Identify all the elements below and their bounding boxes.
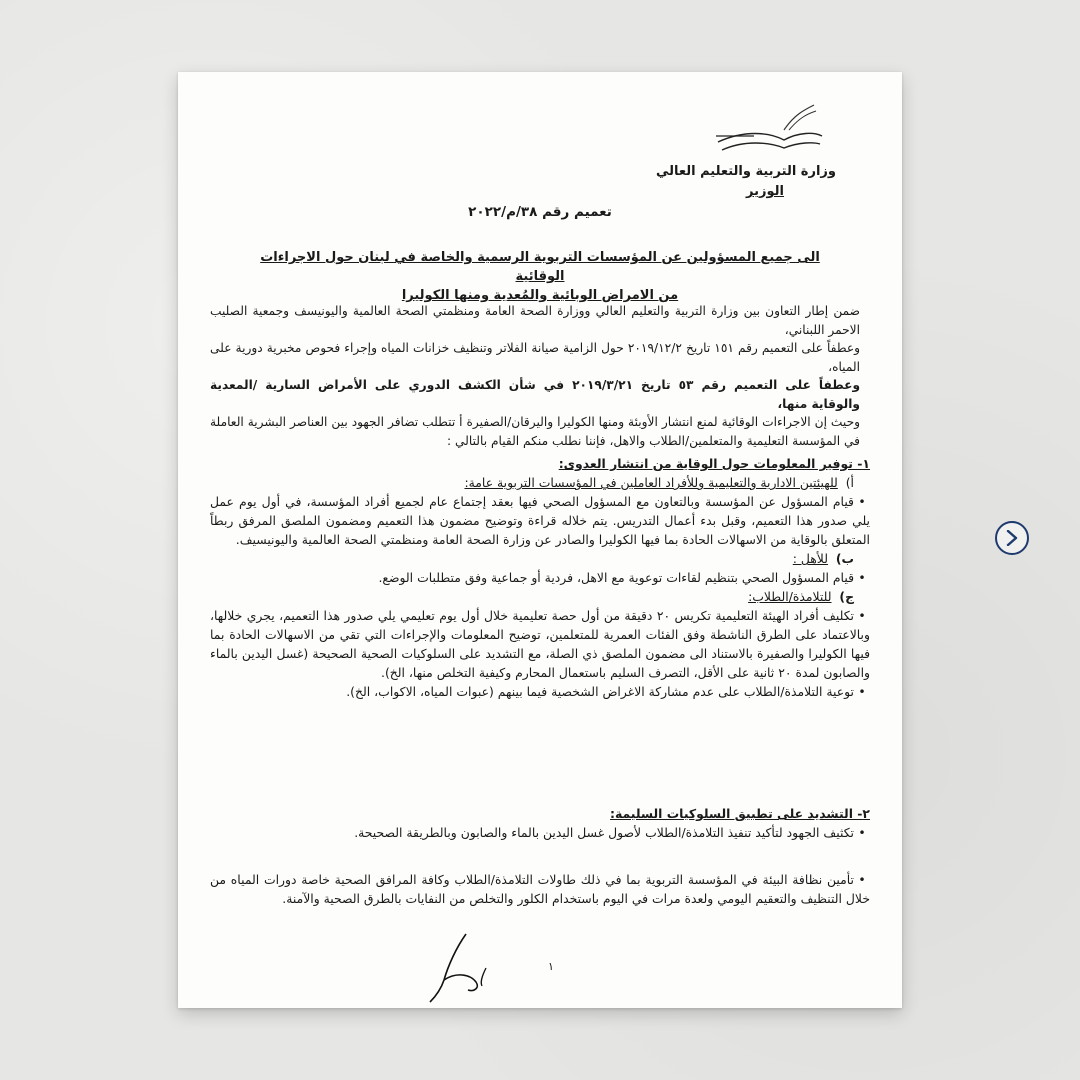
section-1a-heading: أ) للهيئتين الادارية والتعليمية وللأفراد العاملين في المؤسسات التربوية عامة: <box>464 475 854 490</box>
intro-paragraph: وعطفاً على التعميم رقم ١٥١ تاريخ ٢٠١٩/١٢/٢ حول الزامية صيانة الفلاتر وتنظيف خزانات المياه وإجراء فحوص مخبرية دورية على المياه، <box>210 341 861 374</box>
list-item: •تأمين نظافة البيئة في المؤسسة التربوية بما في ذلك طاولات التلامذة/الطلاب وكافة المرافق الصحية خاصة دورات المياه من خلال التنظيف والتعقيم اليومي ولعدة مرات في اليوم باستخدام الكلور والتخلص من النفايات بالطرق الصحية والآمنة. <box>210 872 870 906</box>
section-1b-heading: ب) للأهل : <box>792 551 854 566</box>
subject-line-2: من الامراض الوبائية والمُعدية ومنها الكوليرا <box>401 288 679 303</box>
list-item: •قيام المسؤول الصحي بتنظيم لقاءات توعوية مع الاهل، فردية أو جماعية وفق متطلبات الوضع. <box>378 570 866 585</box>
subject-line-1: الى جميع المسؤولين عن المؤسسات التربوية الرسمية والخاصة في لبنان حول الاجراءات الوقائية <box>260 250 820 284</box>
section-2-title: ٢- التشديد على تطبيق السلوكيات السليمة: <box>610 806 870 821</box>
signature <box>426 928 516 1008</box>
minister-title: الوزير <box>746 184 784 199</box>
section-2 <box>210 804 870 908</box>
section-1-title: ١- توفير المعلومات حول الوقاية من انتشار العدوى: <box>558 456 870 471</box>
document-page <box>178 72 902 1008</box>
ministry-name: وزارة التربية والتعليم العالي <box>655 164 836 179</box>
list-item: •قيام المسؤول عن المؤسسة وبالتعاون مع المسؤول الصحي فيها بعقد إجتماع عام لجميع أفراد المؤسسة، في أول يوم عمل يلي صدور هذا التعميم، وقبل بدء أعمال التدريس. يتم خلاله قراءة وتوضيح مضمون هذا التعميم ومضمون الملصق المرفق ربطاً المتعلق بالوقاية من الاسهالات الحادة بما فيها الكوليرا والصادر عن وزارة الصحة العامة ومنظمتي الصحة العالمية واليونيسيف. <box>210 494 870 547</box>
list-item: •توعية التلامذة/الطلاب على عدم مشاركة الاغراض الشخصية فيما بينهم (عبوات المياه، الاكواب، الخ). <box>346 684 866 699</box>
intro-paragraph: وعطفاً على التعميم رقم ٥٣ تاريخ ٢٠١٩/٣/٢١ في شأن الكشف الدوري على الأمراض السارية /المعدية والوقاية منها، <box>210 378 861 411</box>
circular-subject <box>236 248 844 305</box>
intro-paragraph: وحيث إن الاجراءات الوقائية لمنع انتشار الأوبئة ومنها الكوليرا واليرقان/الصفيرة أ تتطلب تضافر الجهود بين العناصر البشرية العاملة في المؤسسة التعليمية والمتعلمين/الطلاب والاهل، فإننا نطلب منكم القيام بالتالي : <box>210 415 860 448</box>
ministry-logo <box>714 100 824 160</box>
section-1c-heading: ج) للتلامذة/الطلاب: <box>748 589 854 604</box>
list-item: •تكليف أفراد الهيئة التعليمية تكريس ٢٠ دقيقة من أول حصة تعليمية خلال أول يوم تعليمي يلي صدور هذا التعميم، يجري خلالها، وبالاعتماد على الطرق الناشطة وفق الفئات العمرية للمتعلمين، توضيح المعلومات والإجراءات التي تقي من الاسهالات الحادة بما فيها الكوليرا والصفيرة بالاستناد الى مضمون الملصق ذي الصلة، مع التشديد على السلوكيات الصحية الصحيحة (غسل اليدين بالماء والصابون لمدة ٢٠ ثانية على الأقل، التصرف السليم باستعمال المحارم وكيفية التخلص منها، الخ). <box>210 608 870 680</box>
page-number: ١ <box>548 960 554 973</box>
circular-number: تعميم رقم ٣٨/م/٢٠٢٢ <box>468 204 612 220</box>
chevron-right-icon <box>1005 530 1019 546</box>
intro-paragraphs <box>210 302 860 450</box>
list-item: •تكثيف الجهود لتأكيد تنفيذ التلامذة/الطلاب لأصول غسل اليدين بالماء والصابون وبالطريقة الصحيحة. <box>354 825 866 840</box>
document-content <box>196 92 884 998</box>
next-page-button[interactable] <box>995 521 1029 555</box>
intro-paragraph: ضمن إطار التعاون بين وزارة التربية والتعليم العالي ووزارة الصحة العامة ومنظمتي الصحة العالمية واليونيسف وجمعية الصليب الاحمر اللبناني، <box>210 304 860 337</box>
section-1 <box>210 454 870 701</box>
